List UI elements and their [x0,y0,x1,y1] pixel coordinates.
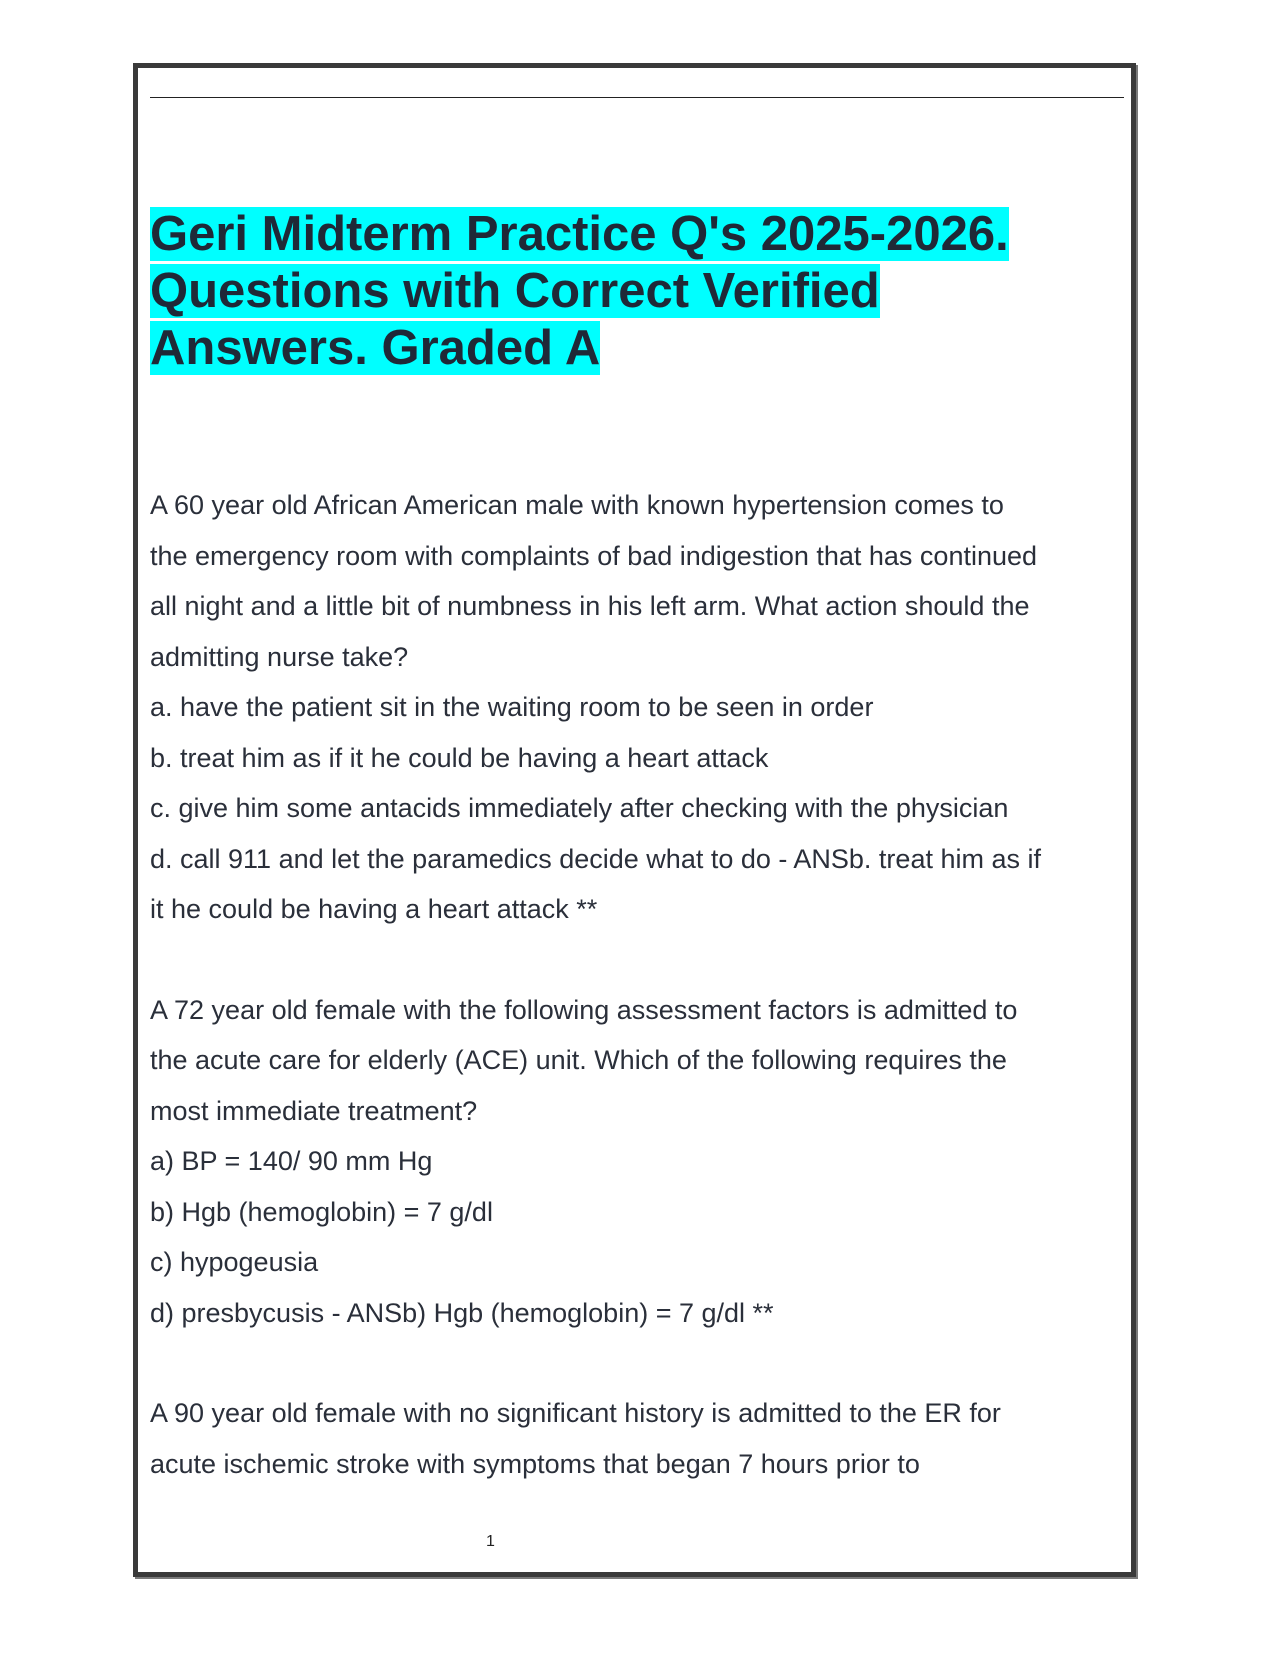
document-body [150,480,1125,1489]
question-1-stem-line-1: A 60 year old African American male with known hypertension comes to [150,490,1004,520]
question-1-answer: it he could be having a heart attack ** [150,894,598,924]
question-2-option-b: b) Hgb (hemoglobin) = 7 g/dl [150,1196,493,1227]
question-2-stem-line-2: the acute care for elderly (ACE) unit. Which of the following requires the [150,1045,1007,1075]
question-1-option-b: b. treat him as if it he could be having a heart attack [150,742,769,773]
document-title [150,206,1110,377]
question-3-stem-line-2: acute ischemic stroke with symptoms that began 7 hours prior to [150,1448,920,1479]
question-2-stem-line-3: most immediate treatment? [150,1095,478,1126]
question-1-stem-line-2: the emergency room with complaints of bad indigestion that has continued [150,540,1038,571]
question-1-option-c: c. give him some antacids immediately after checking with the physician [150,793,1009,823]
page-number: 1 [486,1533,495,1550]
question-1-stem-line-4: admitting nurse take? [150,641,409,672]
title-line-2: Questions with Correct Verified [150,264,880,318]
question-3 [150,1388,1125,1489]
question-2-option-c: c) hypogeusia [150,1247,319,1277]
title-line-1: Geri Midterm Practice Q's 2025-2026. [150,207,1009,261]
question-1-option-d: d. call 911 and let the paramedics decide what to do - ANSb. treat him as if [150,843,1041,874]
title-line-3: Answers. Graded A [150,321,601,375]
header-rule [150,97,1124,98]
question-2 [150,985,1125,1339]
question-2-stem-line-1: A 72 year old female with the following assessment factors is admitted to [150,994,1018,1025]
question-2-option-a: a) BP = 140/ 90 mm Hg [150,1146,433,1176]
question-3-stem-line-1: A 90 year old female with no significant history is admitted to the ER for [150,1398,1001,1428]
question-2-option-d-answer: d) presbycusis - ANSb) Hgb (hemoglobin) = 7 g/dl ** [150,1297,774,1328]
question-1-option-a: a. have the patient sit in the waiting room to be seen in order [150,692,874,722]
question-1 [150,480,1125,935]
question-1-stem-line-3: all night and a little bit of numbness in his left arm. What action should the [150,591,1030,621]
